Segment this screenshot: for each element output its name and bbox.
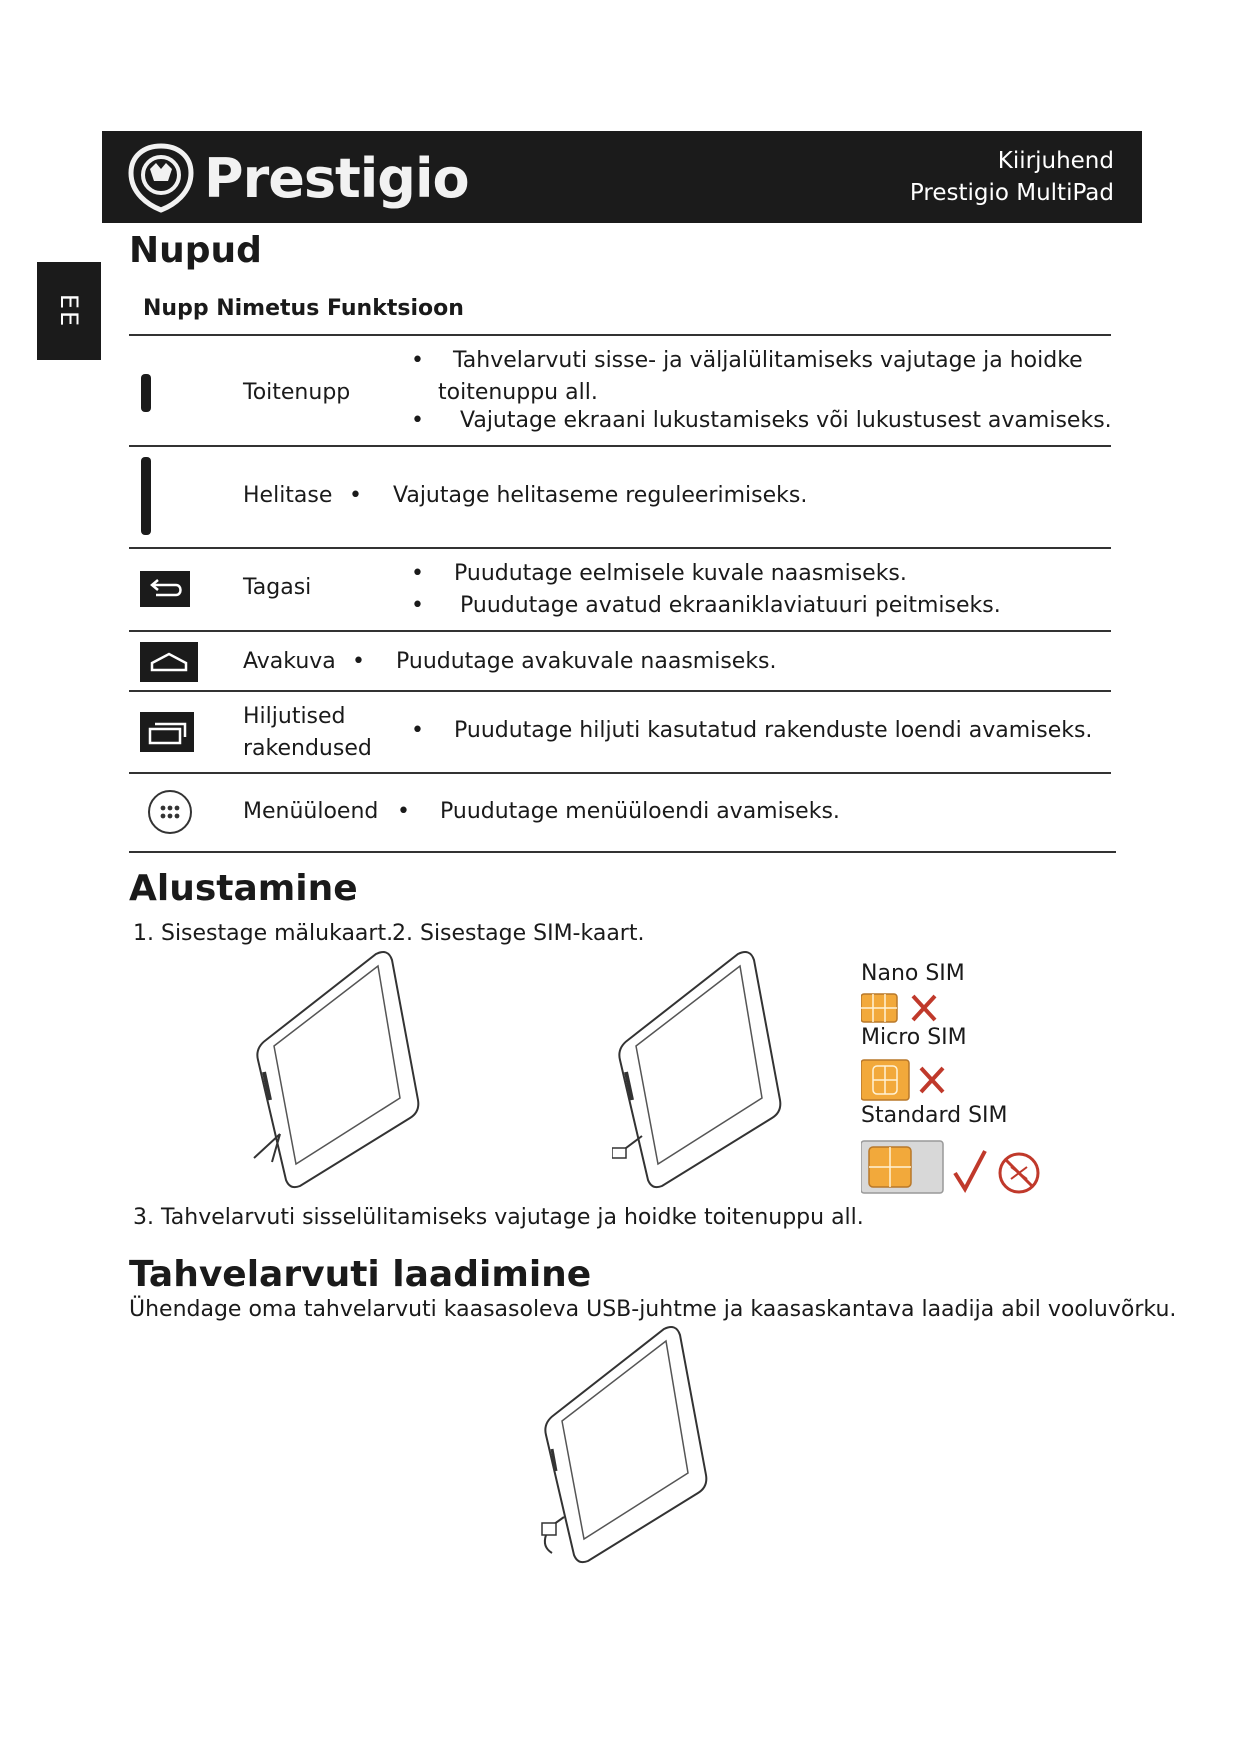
- app-menu-icon: [146, 788, 194, 836]
- section-title-charging: Tahvelarvuti laadimine: [129, 1254, 592, 1295]
- sim-label-standard: Standard SIM: [861, 1103, 1008, 1128]
- row-name-home: Avakuva: [243, 649, 336, 674]
- bullet: •: [411, 561, 424, 586]
- row-desc-recent: Puudutage hiljuti kasutatud rakenduste loendi avamiseks.: [454, 718, 1093, 743]
- row-desc-home: Puudutage avakuvale naasmiseks.: [396, 649, 777, 674]
- sim-label-nano: Nano SIM: [861, 961, 965, 986]
- recent-apps-icon: [140, 712, 194, 752]
- tablet-charging-illustration: [538, 1325, 708, 1565]
- row-name-menu: Menüüloend: [243, 799, 379, 824]
- bullet: •: [411, 718, 424, 743]
- row-desc-back-1: Puudutage eelmisele kuvale naasmiseks.: [454, 561, 907, 586]
- home-icon: [140, 642, 198, 682]
- table-divider: [129, 445, 1111, 447]
- standard-sim-icon: [861, 1139, 1041, 1197]
- back-icon: [140, 571, 190, 607]
- prestigio-crest-icon: [128, 143, 194, 213]
- doc-title: Kiirjuhend: [997, 148, 1114, 174]
- bullet: •: [349, 483, 362, 508]
- header-titles: [910, 145, 1114, 209]
- language-tab: [37, 262, 101, 360]
- tablet-sim-card-illustration: [612, 950, 782, 1190]
- charging-instructions: Ühendage oma tahvelarvuti kaasasoleva USB-juhtme ja kaasaskantava laadija abil vooluvõrku.: [129, 1297, 1177, 1322]
- row-name-recent-2: rakendused: [243, 736, 372, 761]
- row-desc-power-3: Vajutage ekraani lukustamiseks või lukustusest avamiseks.: [460, 408, 1112, 433]
- power-button-icon: [140, 373, 152, 413]
- table-header: Nupp Nimetus Funktsioon: [143, 296, 464, 321]
- bullet: •: [352, 649, 365, 674]
- page-header: [102, 131, 1142, 223]
- row-name-volume: Helitase: [243, 483, 333, 508]
- row-name-recent-1: Hiljutised: [243, 704, 346, 729]
- row-name-back: Tagasi: [243, 575, 312, 600]
- row-desc-menu: Puudutage menüüloendi avamiseks.: [440, 799, 840, 824]
- sim-label-micro: Micro SIM: [861, 1025, 967, 1050]
- brand-logo: [128, 143, 469, 213]
- table-divider: [129, 630, 1111, 632]
- row-name-power: Toitenupp: [243, 380, 351, 405]
- step-1: 1. Sisestage mälukaart.: [133, 921, 394, 946]
- product-name: Prestigio MultiPad: [909, 180, 1114, 206]
- bullet: •: [411, 408, 424, 433]
- row-desc-power-2: toitenuppu all.: [438, 380, 598, 405]
- micro-sim-icon: [861, 1058, 953, 1102]
- row-desc-volume: Vajutage helitaseme reguleerimiseks.: [393, 483, 808, 508]
- table-divider: [129, 547, 1111, 549]
- brand-name: Prestigio: [204, 146, 469, 210]
- row-desc-power-1: Tahvelarvuti sisse- ja väljalülitamiseks vajutage ja hoidke: [453, 348, 1083, 373]
- step-3: 3. Tahvelarvuti sisselülitamiseks vajutage ja hoidke toitenuppu all.: [133, 1205, 864, 1230]
- volume-button-icon: [140, 456, 152, 536]
- table-divider: [129, 772, 1111, 774]
- section-title-start: Alustamine: [129, 868, 358, 909]
- table-divider: [129, 690, 1111, 692]
- language-code: EE: [55, 293, 83, 329]
- bullet: •: [411, 348, 424, 373]
- table-divider: [129, 851, 1116, 853]
- row-desc-back-2: Puudutage avatud ekraaniklaviatuuri peitmiseks.: [460, 593, 1001, 618]
- table-divider: [129, 334, 1111, 336]
- nano-sim-icon: [861, 992, 947, 1024]
- tablet-memory-card-illustration: [250, 950, 420, 1190]
- section-title-buttons: Nupud: [129, 230, 262, 271]
- step-2: 2. Sisestage SIM-kaart.: [392, 921, 645, 946]
- bullet: •: [397, 799, 410, 824]
- bullet: •: [411, 593, 424, 618]
